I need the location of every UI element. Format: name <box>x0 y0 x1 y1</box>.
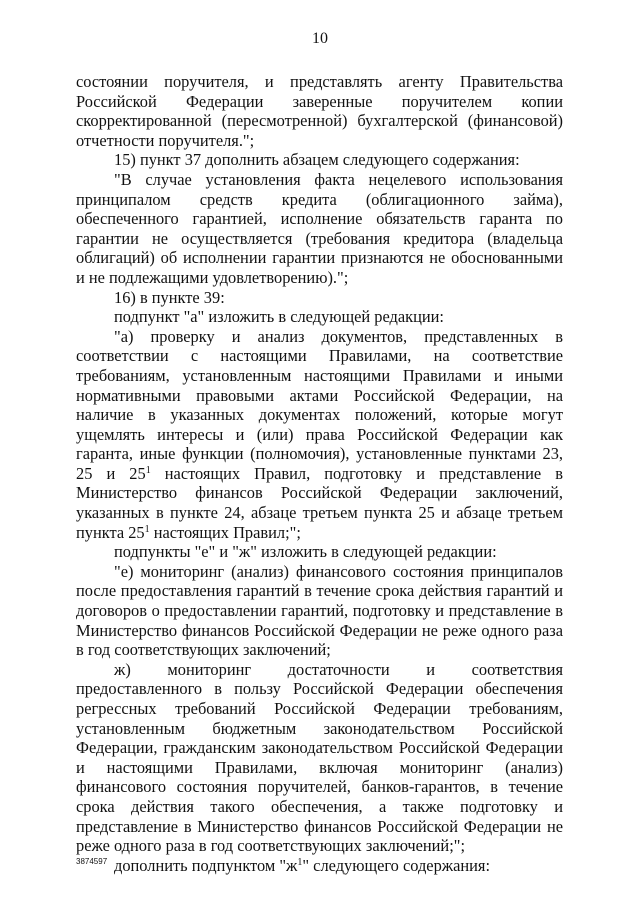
paragraph-text: состоянии поручителя, и представлять агенту Правительства Российской Федерации заверенные поручителем копии скорректированной (пересмотренной) бухгалтерской (финансовой) отчетности поручителя."; <box>76 72 563 150</box>
paragraph <box>76 170 563 288</box>
paragraph-text: настоящих Правил, подготовку и представление в Министерство финансов Российской Федерации заключений, указанных в пункте 24, абзаце третьем пункта 25 и абзаце третьем пункта 25 <box>76 463 564 542</box>
paragraph-text: дополнить подпунктом "ж <box>114 855 298 875</box>
superscript: 1 <box>297 856 303 868</box>
paragraph-text: подпункты "е" и "ж" изложить в следующей редакции: <box>114 542 497 562</box>
paragraph <box>76 288 563 308</box>
paragraph <box>76 562 563 660</box>
paragraph-text: "е) мониторинг (анализ) финансового состояния принципалов после предоставления гарантий в течение срока действия гарантий и договоров о предоставлении гарантий, подготовку и представление в Министерство финансов Российской Федерации не реже одного раза в год соответствующих заключений; <box>76 561 563 660</box>
document-code: 3874597 <box>76 857 108 866</box>
paragraph-text: настоящих Правил;"; <box>149 522 301 542</box>
paragraph-text: "а) проверку и анализ документов, представленных в соответствии с настоящими Правилами, на соответствие требованиям, установленным настоящими Правилами и иными нормативными правовыми актами Российской Федерации, на наличие в указанных документах положений, которые могут ущемлять интересы и (или) права Российской Федерации как гаранта, иные функции (полномочия), установленные пунктами 23, 25 и 25 <box>76 326 563 483</box>
paragraph-text: " следующего содержания: <box>302 855 491 875</box>
page-number: 10 <box>312 30 328 47</box>
paragraph-text: 16) в пункте 39: <box>114 287 225 307</box>
paragraph <box>76 856 563 876</box>
paragraph <box>76 72 563 150</box>
paragraph-text: 15) пункт 37 дополнить абзацем следующего содержания: <box>114 150 520 170</box>
superscript: 1 <box>145 464 151 476</box>
paragraph <box>76 307 563 327</box>
document-body <box>76 72 563 875</box>
paragraph-text: "В случае установления факта нецелевого использования принципалом средств кредита (облигационного займа), обеспеченного гарантией, исполнение обязательств гаранта по гарантии не осуществляется (требования кредитора (владельца облигаций) об исполнении гарантии признаются не обоснованными и не подлежащими удовлетворению)."; <box>76 169 563 287</box>
paragraph <box>76 327 563 543</box>
paragraph-text: подпункт "а" изложить в следующей редакции: <box>114 307 444 327</box>
superscript: 1 <box>144 523 150 535</box>
paragraph-text: ж) мониторинг достаточности и соответствия предоставленного в пользу Российской Федерации обеспечения регрессных требований Российской Федерации требованиям, установленным бюджетным законодательством Российской Федерации, гражданским законодательством Российской Федерации и настоящими Правилами, включая мониторинг (анализ) финансового состояния поручителей, банков-гарантов, в течение срока действия такого обеспечения, а также подготовку и представление в Министерство финансов Российской Федерации не реже одного раза в год соответствующих заключений;"; <box>76 659 563 856</box>
paragraph <box>76 150 563 170</box>
paragraph <box>76 660 563 856</box>
paragraph <box>76 542 563 562</box>
